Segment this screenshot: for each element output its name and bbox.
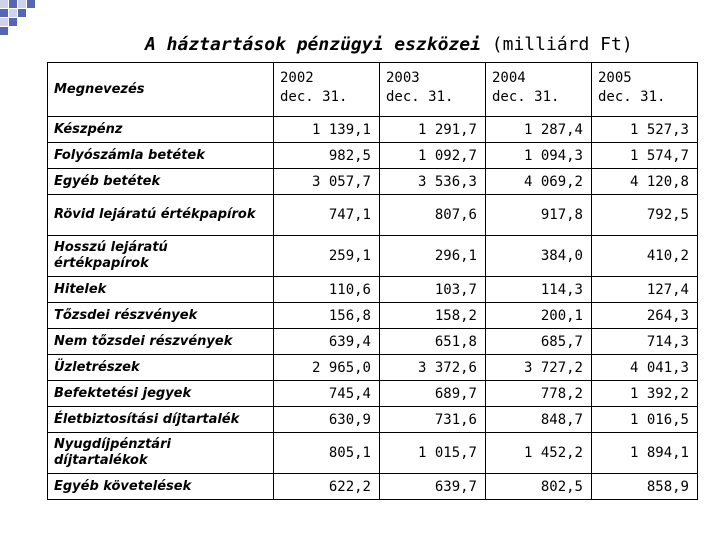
cell-value: 296,1 (380, 236, 486, 277)
cell-value: 1 287,4 (486, 117, 592, 143)
cell-value: 745,4 (274, 381, 380, 407)
table-row (48, 474, 698, 500)
cell-value: 731,6 (380, 407, 486, 433)
row-label: Nyugdíjpénztári díjtartalékok (48, 433, 274, 474)
cell-value: 259,1 (274, 236, 380, 277)
title-main: A háztartások pénzügyi eszközei (145, 34, 481, 55)
cell-value: 1 016,5 (592, 407, 698, 433)
cell-value: 714,3 (592, 329, 698, 355)
corner-decoration (0, 0, 60, 40)
cell-value: 1 392,2 (592, 381, 698, 407)
row-label: Nem tőzsdei részvények (48, 329, 274, 355)
cell-value: 4 041,3 (592, 355, 698, 381)
page-title (145, 34, 633, 55)
cell-value: 1 894,1 (592, 433, 698, 474)
cell-value: 3 536,3 (380, 169, 486, 195)
row-label: Hosszú lejáratú értékpapírok (48, 236, 274, 277)
cell-value: 685,7 (486, 329, 592, 355)
cell-value: 264,3 (592, 303, 698, 329)
cell-value: 1 092,7 (380, 143, 486, 169)
cell-value: 2 965,0 (274, 355, 380, 381)
table-row (48, 143, 698, 169)
cell-value: 1 291,7 (380, 117, 486, 143)
header-row (48, 63, 698, 117)
table-row (48, 117, 698, 143)
table-row (48, 277, 698, 303)
cell-value: 1 527,3 (592, 117, 698, 143)
cell-value: 792,5 (592, 195, 698, 236)
cell-value: 1 574,7 (592, 143, 698, 169)
cell-value: 858,9 (592, 474, 698, 500)
cell-value: 1 452,2 (486, 433, 592, 474)
row-label: Befektetési jegyek (48, 381, 274, 407)
table-row (48, 195, 698, 236)
cell-value: 807,6 (380, 195, 486, 236)
cell-value: 1 015,7 (380, 433, 486, 474)
cell-value: 1 139,1 (274, 117, 380, 143)
cell-value: 4 120,8 (592, 169, 698, 195)
row-label: Folyószámla betétek (48, 143, 274, 169)
row-label: Egyéb követelések (48, 474, 274, 500)
cell-value: 747,1 (274, 195, 380, 236)
row-label: Hitelek (48, 277, 274, 303)
cell-value: 917,8 (486, 195, 592, 236)
cell-value: 778,2 (486, 381, 592, 407)
cell-value: 200,1 (486, 303, 592, 329)
cell-value: 103,7 (380, 277, 486, 303)
header-year: 2003 dec. 31. (380, 63, 486, 117)
cell-value: 622,2 (274, 474, 380, 500)
header-name: Megnevezés (48, 63, 274, 117)
cell-value: 3 372,6 (380, 355, 486, 381)
header-year: 2004 dec. 31. (486, 63, 592, 117)
cell-value: 158,2 (380, 303, 486, 329)
cell-value: 4 069,2 (486, 169, 592, 195)
cell-value: 639,4 (274, 329, 380, 355)
cell-value: 110,6 (274, 277, 380, 303)
cell-value: 630,9 (274, 407, 380, 433)
cell-value: 384,0 (486, 236, 592, 277)
header-year: 2005 dec. 31. (592, 63, 698, 117)
cell-value: 639,7 (380, 474, 486, 500)
table-row (48, 303, 698, 329)
table-row (48, 169, 698, 195)
row-label: Készpénz (48, 117, 274, 143)
cell-value: 982,5 (274, 143, 380, 169)
cell-value: 114,3 (486, 277, 592, 303)
row-label: Életbiztosítási díjtartalék (48, 407, 274, 433)
row-label: Üzletrészek (48, 355, 274, 381)
table-row (48, 433, 698, 474)
row-label: Egyéb betétek (48, 169, 274, 195)
cell-value: 802,5 (486, 474, 592, 500)
cell-value: 1 094,3 (486, 143, 592, 169)
cell-value: 805,1 (274, 433, 380, 474)
table-row (48, 407, 698, 433)
cell-value: 410,2 (592, 236, 698, 277)
row-label: Rövid lejáratú értékpapírok (48, 195, 274, 236)
header-year: 2002 dec. 31. (274, 63, 380, 117)
cell-value: 651,8 (380, 329, 486, 355)
cell-value: 3 057,7 (274, 169, 380, 195)
cell-value: 3 727,2 (486, 355, 592, 381)
cell-value: 689,7 (380, 381, 486, 407)
table-row (48, 381, 698, 407)
cell-value: 127,4 (592, 277, 698, 303)
cell-value: 848,7 (486, 407, 592, 433)
table-row (48, 329, 698, 355)
row-label: Tőzsdei részvények (48, 303, 274, 329)
title-unit: (milliárd Ft) (491, 34, 633, 55)
cell-value: 156,8 (274, 303, 380, 329)
table-row (48, 355, 698, 381)
assets-table (47, 62, 698, 500)
table-row (48, 236, 698, 277)
